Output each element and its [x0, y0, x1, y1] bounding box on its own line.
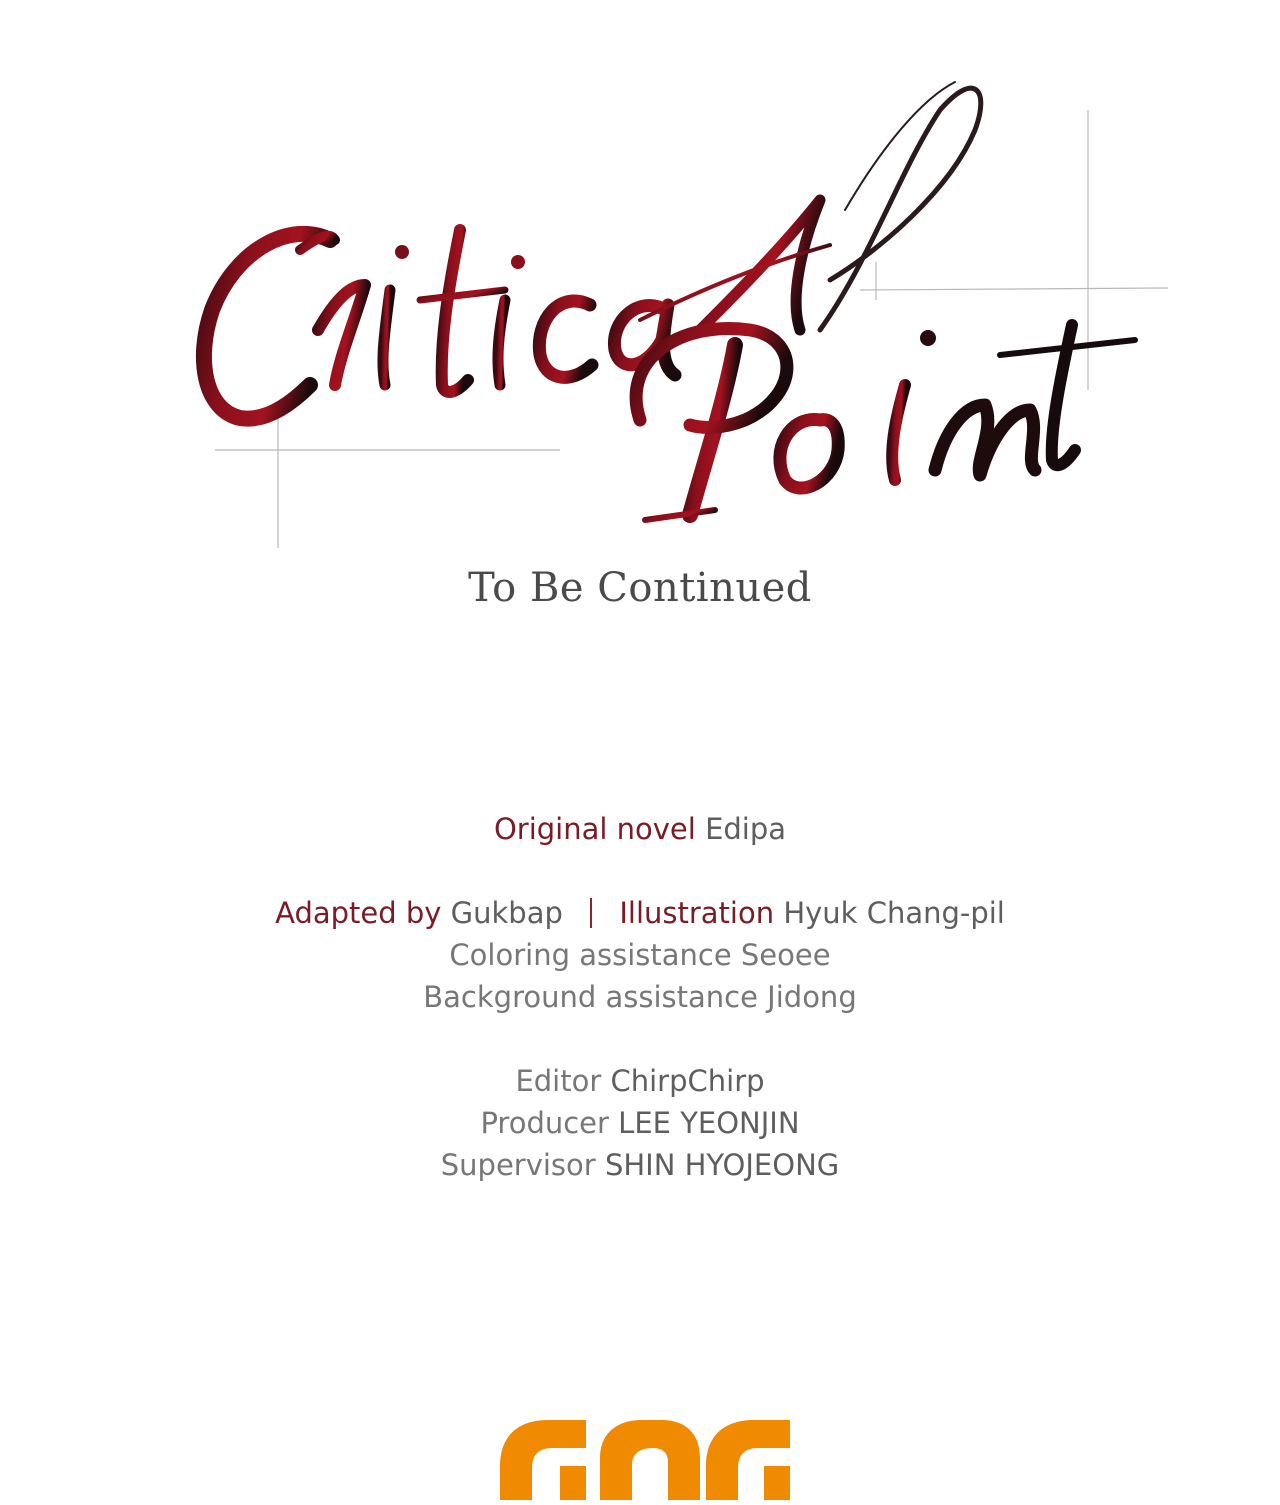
brand-logo: [500, 1418, 790, 1500]
credit-role: Illustration: [619, 896, 775, 930]
credit-role: Background assistance: [423, 980, 758, 1014]
subtitle: To Be Continued: [468, 565, 812, 611]
credit-name: SHIN HYOJEONG: [604, 1148, 840, 1182]
credit-name: Gukbap: [450, 896, 563, 930]
title-logo-art: [0, 0, 1280, 560]
title-logo: [0, 0, 1280, 560]
credit-name: Jidong: [767, 980, 857, 1014]
credit-line-original: [0, 808, 1280, 850]
brand-logo-art: [500, 1418, 790, 1500]
credit-role: Original novel: [493, 812, 696, 846]
title-word-point: [636, 325, 1135, 520]
credit-role: Adapted by: [275, 896, 442, 930]
credit-role: Producer: [480, 1106, 609, 1140]
credit-name: LEE YEONJIN: [618, 1106, 800, 1140]
credit-line-producer: [0, 1102, 1280, 1144]
swash-loop: [820, 82, 981, 330]
credits-art: [0, 892, 1280, 1018]
credit-line-editor: [0, 1060, 1280, 1102]
credit-role: Editor: [515, 1064, 602, 1098]
credit-line-supervisor: [0, 1144, 1280, 1186]
credits-staff: [0, 1060, 1280, 1186]
credit-name: Edipa: [705, 812, 787, 846]
credit-line-adapted-illustration: [0, 892, 1280, 934]
credit-name: Seoee: [740, 938, 831, 972]
credit-line-coloring: [0, 934, 1280, 976]
title-word-critical: [204, 200, 830, 419]
credit-role: Supervisor: [440, 1148, 596, 1182]
credit-name: Hyuk Chang-pil: [783, 896, 1005, 930]
credit-line-background: [0, 976, 1280, 1018]
credits-original: [0, 808, 1280, 850]
credit-separator: [590, 898, 592, 928]
credit-role: Coloring assistance: [449, 938, 732, 972]
credit-name: ChirpChirp: [610, 1064, 765, 1098]
